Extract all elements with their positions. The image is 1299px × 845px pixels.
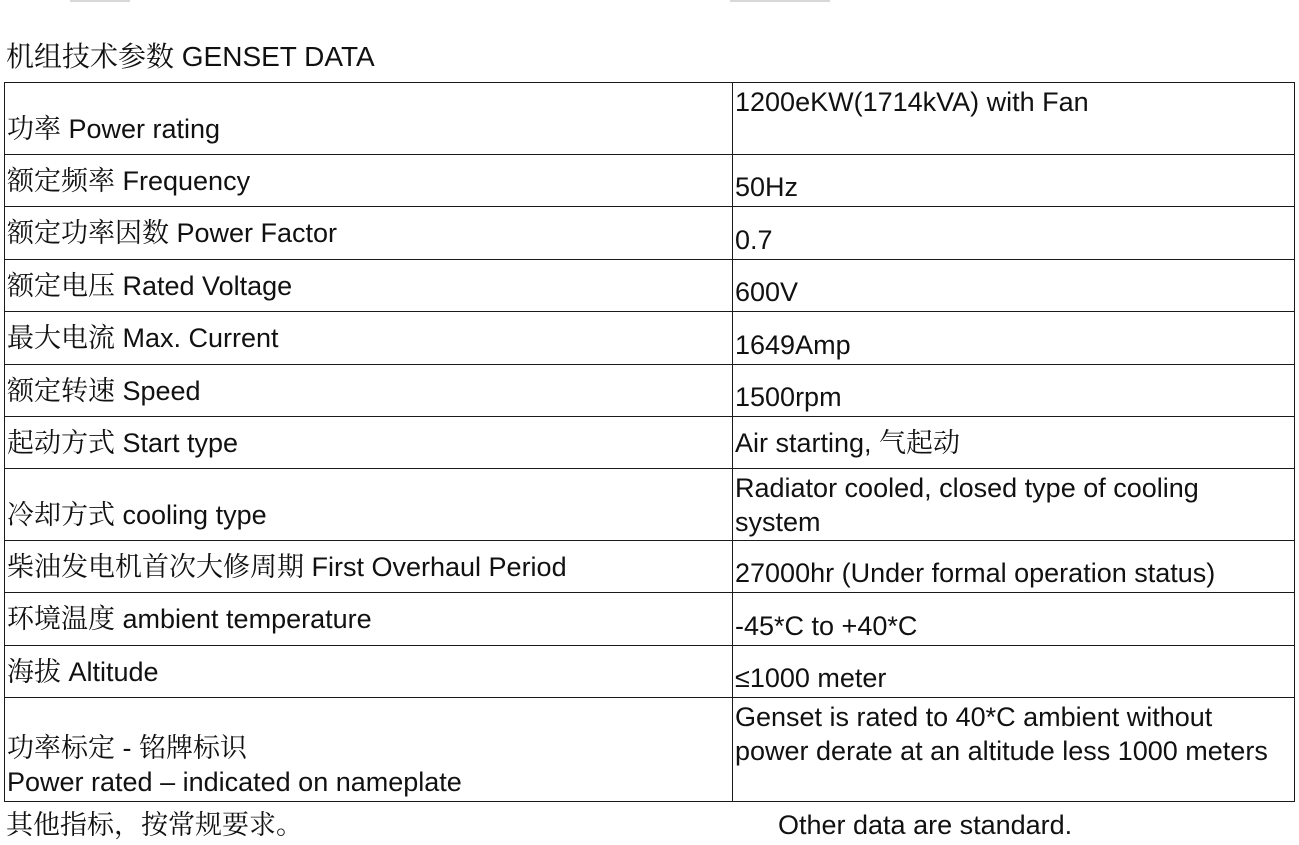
row-value-speed: 1500rpm [733,365,1295,417]
row-value-rated-voltage: 600V [733,260,1295,312]
row-label-power-rating: 功率 Power rating [5,83,733,155]
genset-data-table [4,82,1295,802]
row-label-cooling-type: 冷却方式 cooling type [5,469,733,541]
row-value-start-type: Air starting, 气起动 [733,417,1295,469]
row-value-cooling-type: Radiator cooled, closed type of cooling system [733,469,1295,541]
table-row-speed [5,365,1295,417]
row-value-max-current: 1649Amp [733,312,1295,365]
row-value-first-overhaul-period: 27000hr (Under formal operation status) [733,541,1295,593]
table-row-start-type [5,417,1295,469]
table-row-power-rating [5,83,1295,155]
table-row-cooling-type [5,469,1295,541]
row-label-first-overhaul-period: 柴油发电机首次大修周期 First Overhaul Period [5,541,733,593]
row-value-power-factor: 0.7 [733,207,1295,260]
row-value-frequency: 50Hz [733,155,1295,207]
row-value-altitude: ≤1000 meter [733,646,1295,698]
row-label-start-type: 起动方式 Start type [5,417,733,469]
table-row-altitude [5,646,1295,698]
footer-note-cn: 其他指标，按常规要求。 [6,810,303,840]
row-value-power-rating: 1200eKW(1714kVA) with Fan [733,83,1295,155]
top-edge-mark-left [70,0,130,2]
table-row-ambient-temperature [5,593,1295,646]
row-label-power-rated-nameplate [5,698,733,802]
table-row-power-rated-nameplate [5,698,1295,802]
row-label-frequency: 额定频率 Frequency [5,155,733,207]
top-edge-mark-right [730,0,830,2]
table-row-power-factor [5,207,1295,260]
table-row-frequency [5,155,1295,207]
row-label-max-current: 最大电流 Max. Current [5,312,733,365]
table-row-max-current [5,312,1295,365]
row-label-power-rated-nameplate-cn: 功率标定 - 铭牌标识 [7,733,247,763]
table-row-rated-voltage [5,260,1295,312]
row-value-ambient-temperature: -45*C to +40*C [733,593,1295,646]
row-value-power-rated-nameplate: Genset is rated to 40*C ambient without power derate at an altitude less 1000 meters [733,698,1295,802]
row-label-power-factor: 额定功率因数 Power Factor [5,207,733,260]
footer-note-en: Other data are standard. [778,810,1073,840]
row-label-speed: 额定转速 Speed [5,365,733,417]
row-label-power-rated-nameplate-en: Power rated – indicated on nameplate [7,767,462,797]
row-label-rated-voltage: 额定电压 Rated Voltage [5,260,733,312]
row-label-ambient-temperature: 环境温度 ambient temperature [5,593,733,646]
row-label-altitude: 海拔 Altitude [5,646,733,698]
top-edge-marks [0,0,1299,4]
table-row-first-overhaul-period [5,541,1295,593]
section-title: 机组技术参数 GENSET DATA [6,41,375,72]
